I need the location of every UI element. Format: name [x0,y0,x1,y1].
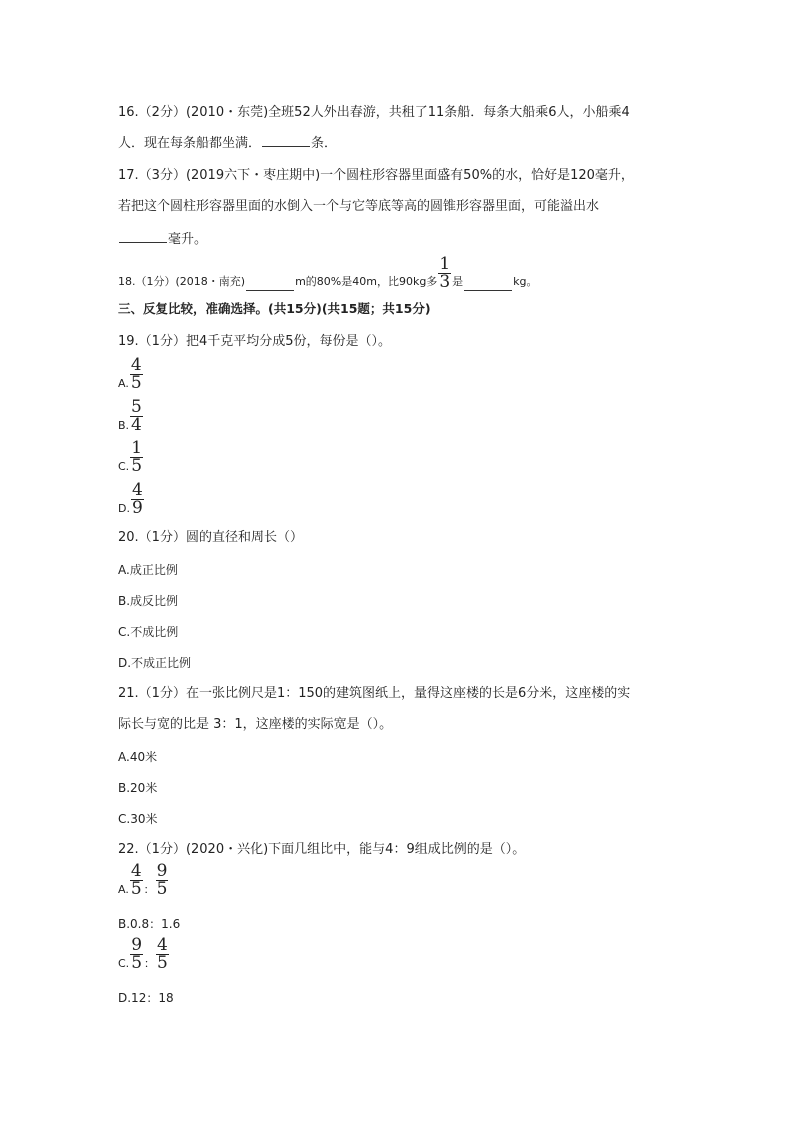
q18-fraction [438,256,451,291]
q19-option-d-label: D. [118,502,130,515]
q19-option-d-fraction [131,482,144,517]
q21-line1: 21.（1分）在一张比例尺是1：150的建筑图纸上，量得这座楼的长是6分米，这座楼的实 [118,686,631,701]
q22-option-d[interactable]: D.12：18 [118,991,174,1005]
q19-option-c[interactable] [118,440,144,475]
q20-option-a[interactable]: A.成正比例 [118,563,178,577]
q17-unit: 毫升。 [168,232,208,247]
q22-stem: 22.（1分）(2020・兴化)下面几组比中，能与4：9组成比例的是（）。 [118,842,526,857]
q16-unit: 条． [311,136,338,151]
q16-line2-text: 人．现在每条船都坐满． [118,136,262,151]
q22-option-c-label: C. [118,957,130,970]
q19-option-d[interactable] [118,482,145,517]
q22-option-a-fraction-2 [156,863,169,898]
q22-option-c-fraction-1 [130,937,143,972]
q19-option-b-label: B. [118,419,130,432]
q18-fraction-den: 3 [439,272,451,292]
q19-stem: 19.（1分）把4千克平均分成5份，每份是（）。 [118,334,391,349]
q18-line [118,256,538,291]
section3-heading: 三、反复比较，准确选择。(共15分)(共15题；共15分) [118,301,431,316]
q19-option-a-label: A. [118,377,129,390]
fraction-num: 5 [131,397,142,417]
q21-option-c[interactable]: C.30米 [118,812,158,826]
fraction-den: 5 [130,879,142,899]
fraction-den: 5 [157,953,168,973]
q20-stem: 20.（1分）圆的直径和周长（） [118,530,303,545]
q19-option-a[interactable] [118,357,144,392]
q18-middle-text: m的80%是40m，比90kg多 [295,275,438,288]
q22-option-b[interactable]: B.0.8：1.6 [118,917,181,931]
fraction-num: 9 [156,861,168,881]
q16-line1: 16.（2分）(2010・东莞)全班52人外出春游，共租了11条船．每条大船乘6人，小船乘4 [118,105,630,120]
q17-answer-blank[interactable] [119,230,167,243]
q22-option-c-fraction-2 [156,937,169,972]
q22-option-c[interactable] [118,937,170,972]
q17-line2: 若把这个圆柱形容器里面的水倒入一个与它等底等高的圆锥形容器里面，可能溢出水 [118,199,600,214]
fraction-den: 5 [131,456,143,476]
q22-option-a-fraction-1 [130,863,143,898]
q18-fraction-num: 1 [439,254,451,274]
q21-line2: 际长与宽的比是 3：1，这座楼的实际宽是（）。 [118,717,393,732]
q17-line1: 17.（3分）(2019六下・枣庄期中)一个圆柱形容器里面盛有50%的水，恰好是120毫升， [118,168,634,183]
q18-answer-blank-2[interactable] [464,278,512,291]
q19-option-c-label: C. [118,460,130,473]
q17-line3 [118,230,207,249]
fraction-den: 9 [131,498,143,518]
q19-option-b[interactable] [118,399,144,434]
fraction-num: 4 [157,935,168,955]
fraction-den: 4 [131,415,142,435]
q18-answer-blank-1[interactable] [246,278,294,291]
fraction-den: 5 [156,879,168,899]
q21-option-a[interactable]: A.40米 [118,750,158,764]
q19-option-b-fraction [130,399,143,434]
q21-option-b[interactable]: B.20米 [118,781,158,795]
q18-unit: kg。 [513,275,538,288]
fraction-num: 9 [131,935,143,955]
fraction-den: 5 [130,373,142,393]
fraction-num: 4 [130,861,142,881]
q22-option-a-label: A. [118,883,129,896]
fraction-num: 1 [131,438,143,458]
q20-option-b[interactable]: B.成反比例 [118,594,179,608]
q19-option-a-fraction [130,357,143,392]
fraction-num: 4 [130,355,142,375]
ratio-colon: ： [144,957,156,970]
q18-prefix: 18.（1分）(2018・南充) [118,275,246,288]
fraction-den: 5 [131,953,143,973]
q18-is-text: 是 [452,275,464,288]
ratio-colon: ： [143,883,155,896]
q16-line2 [118,134,337,153]
q20-option-d[interactable]: D.不成正比例 [118,656,192,670]
q22-option-a[interactable] [118,863,169,898]
fraction-num: 4 [131,480,143,500]
q20-option-c[interactable]: C.不成比例 [118,625,179,639]
q19-option-c-fraction [130,440,143,475]
q16-answer-blank[interactable] [262,134,310,147]
